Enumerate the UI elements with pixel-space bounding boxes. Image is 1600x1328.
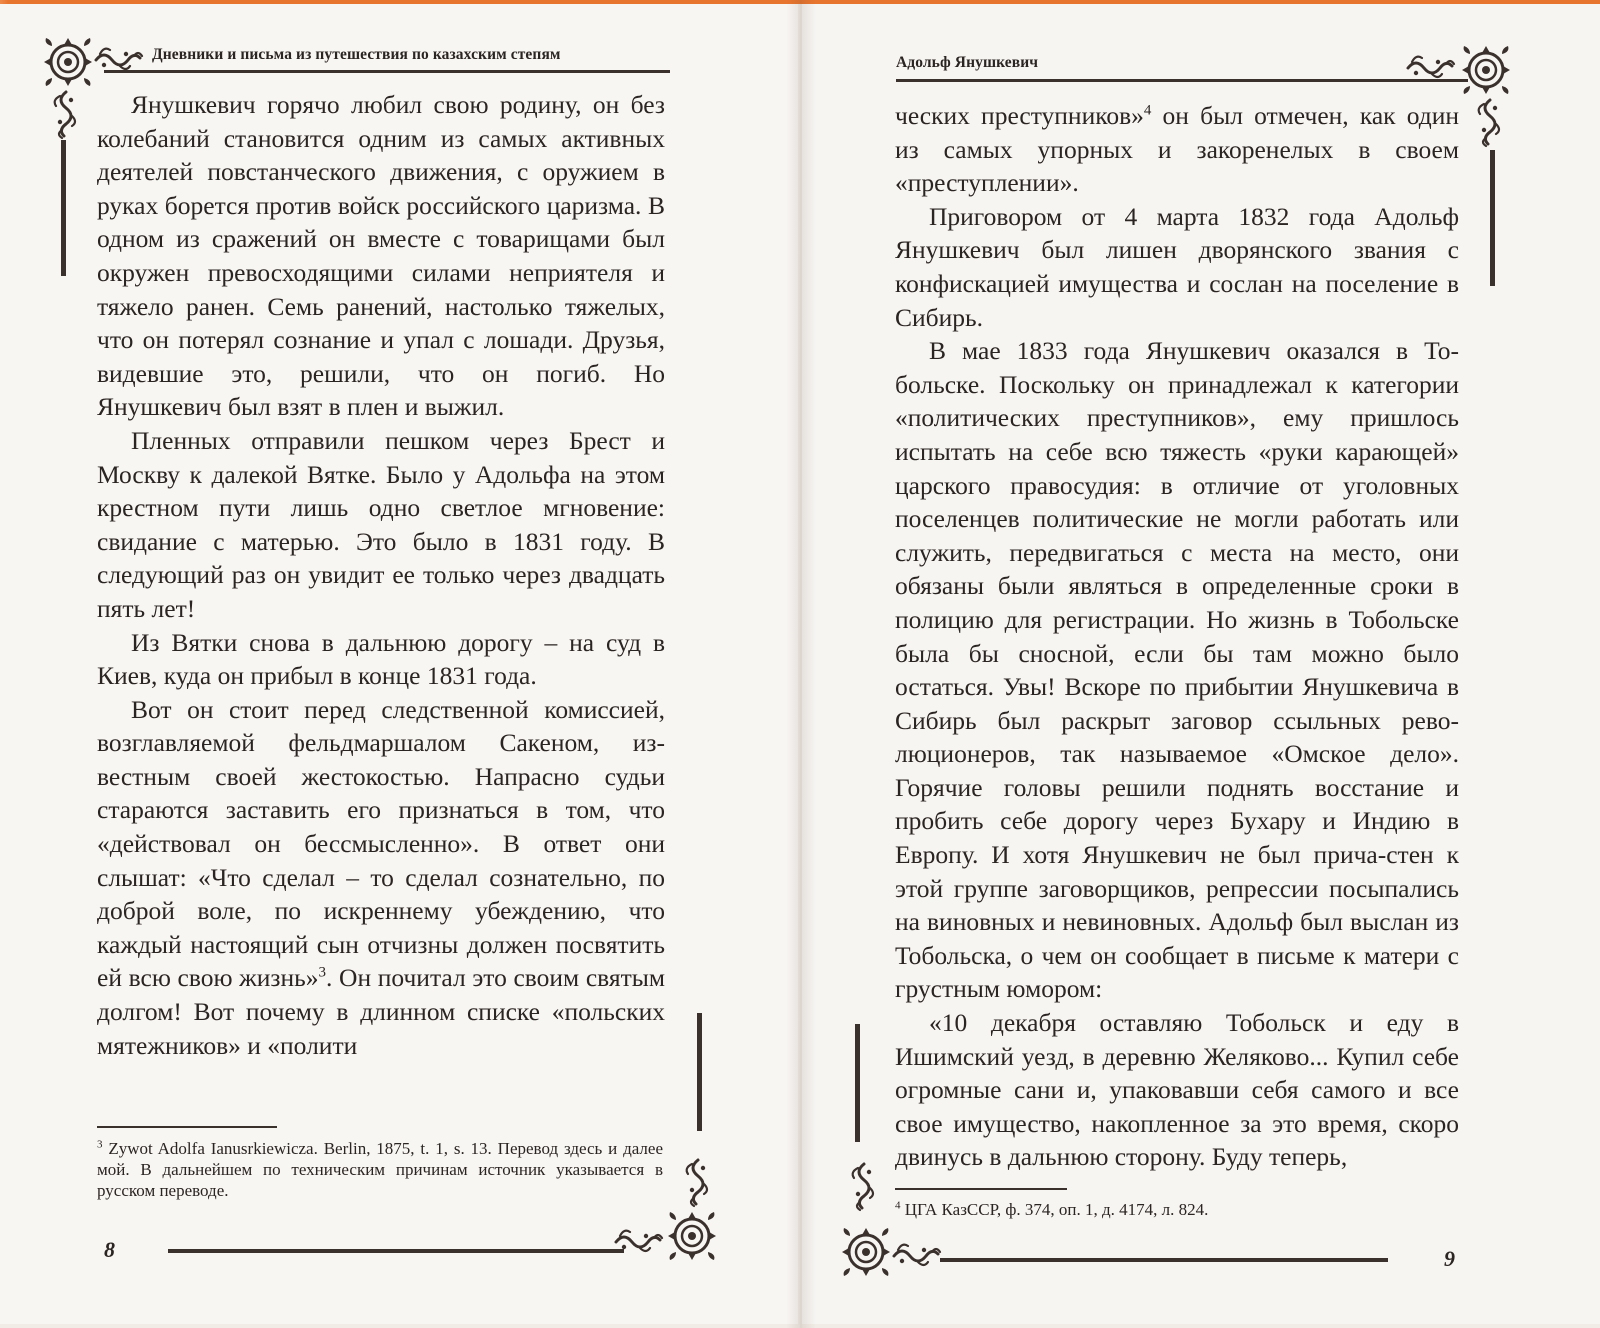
left-page-number: 8 bbox=[104, 1237, 115, 1262]
footnote-mark: 3 bbox=[97, 1138, 103, 1151]
paragraph bbox=[895, 99, 1459, 200]
left-body-text bbox=[97, 88, 665, 1062]
left-bottom-corner-ornament bbox=[612, 1150, 724, 1270]
left-bottom-rule bbox=[168, 1249, 624, 1253]
paragraph-text: Вот он стоит перед следственной комиссией, возглавляемой фельдмаршалом Сакеном, известным своей жестокостью. Напрасно судьи стараются заставить его признаться в том, что «действовал он бессмысленно». В ответ они слышат: «Что сделал – то сделал сознательно, по доброй воле, по искреннему убеждению, что каждый настоящий сын отчизны должен посвятить ей всю свою жизнь» bbox=[97, 694, 665, 993]
book-gutter bbox=[786, 0, 816, 1328]
footnote-text: Zywot Adolfa Ianusrkiewicza. Berlin, 1875, t. 1, s. 13. Перевод здесь и далее мой. В дальнейшем по техническим причинам источник указывается в русском переводе. bbox=[97, 1139, 664, 1200]
paragraph: В мае 1833 года Янушкевич оказался в Тобольске. Поскольку он принадлежал к категории «политических преступников», ему пришлось испытать на себе всю тяжесть «руки карающей» царского правосудия: в отличие от уголовных поселенцев политические не могли работать или служить, передвигаться с места на место, они обязаны были являться в определенные сроки в полицию для регистрации. Но жизнь в Тобольске была бы сносной, если бы там можно было остаться. Увы! Вскоре по прибытии Янушкевича в Сибирь был раскрыт заговор ссыльных революционеров, так называемое «Омское дело». Горячие головы решили поднять восстание и пробить себе дорогу через Бухару и Индию в Европу. И хотя Янушкевич не был прича-стен к этой группе заговорщиков, репрессии посыпались на виновных и невиновных. Адольф был выслан из Тобольска, о чем он сообщает в письме к матери с грустным юмором: bbox=[895, 336, 1459, 1004]
paragraph: Приговором от 4 марта 1832 года Адольф Янушкевич был лишен дворянского звания с конфискацией имущества и сослан на поселение в Сибирь. bbox=[895, 201, 1459, 332]
right-bottom-rule bbox=[940, 1258, 1388, 1262]
right-footnote bbox=[895, 1199, 1459, 1220]
right-head-rule bbox=[896, 79, 1468, 82]
left-head-rule bbox=[104, 70, 670, 73]
paragraph: Из Вятки снова в дальнюю дорогу – на суд в Киев, куда он прибыл в конце 1831 года. bbox=[97, 627, 665, 691]
paragraph-text: он был отмечен, как один из самых упорных и закоренелых в своем «преступлении». bbox=[895, 101, 1459, 198]
left-running-head: Дневники и письма из путешествия по казахским степям bbox=[152, 46, 561, 63]
footnote-text: ЦГА КазССР, ф. 374, оп. 1, д. 4174, л. 824. bbox=[904, 1200, 1209, 1219]
right-running-head: Адольф Янушкевич bbox=[896, 54, 1039, 71]
paragraph: Янушкевич горячо любил свою родину, он без колебаний становится одним из самых активных деятелей повстанческого движения, с оружием в руках борется против войск российского царизма. В одном из сражений он вместе с товарищами был окружен превосходящими силами неприятеля и тяжело ранен. Семь ранений, настолько тяжелых, что он потерял сознание и упал с лошади. Друзья, видевшие это, решили, что он погиб. Но Янушкевич был взят в плен и выжил. bbox=[97, 90, 665, 422]
left-footnote-rule bbox=[97, 1126, 277, 1128]
paragraph-text: ческих преступников» bbox=[895, 101, 1144, 130]
footnote-reference: 4 bbox=[1143, 102, 1152, 119]
left-margin-bar bbox=[61, 140, 66, 276]
paragraph-text: . Он почитал это своим святым долгом! Вот почему в длинном списке «польских мятежников» и «полити bbox=[97, 963, 665, 1060]
right-lower-margin-bar bbox=[855, 1024, 860, 1142]
left-footnote bbox=[97, 1138, 663, 1201]
right-page-number: 9 bbox=[1444, 1246, 1455, 1271]
paragraph: Пленных отправили пешком через Брест и Москву к далекой Вятке. Было у Адольфа на этом крестном пути лишь одно светлое мгновение: свидание с матерью. Это было в 1831 году. В следующий раз он увидит ее только через двадцать пять лет! bbox=[97, 425, 665, 623]
right-bottom-corner-ornament bbox=[836, 1154, 956, 1284]
right-body-text bbox=[895, 99, 1459, 1174]
paragraph bbox=[97, 693, 665, 1063]
footnote-reference: 3 bbox=[318, 964, 327, 981]
footnote-mark: 4 bbox=[895, 1199, 901, 1212]
right-margin-bar bbox=[1490, 150, 1495, 286]
paragraph: «10 декабря оставляю Тобольск и еду в Ишимский уезд, в деревню Желяково... Купил себе огромные сани и, упаковавши себя самого и все свое имущество, накопленное за это время, скоро двинусь в дальнюю сторону. Буду теперь, bbox=[895, 1008, 1459, 1172]
left-lower-margin-bar bbox=[697, 1013, 702, 1131]
